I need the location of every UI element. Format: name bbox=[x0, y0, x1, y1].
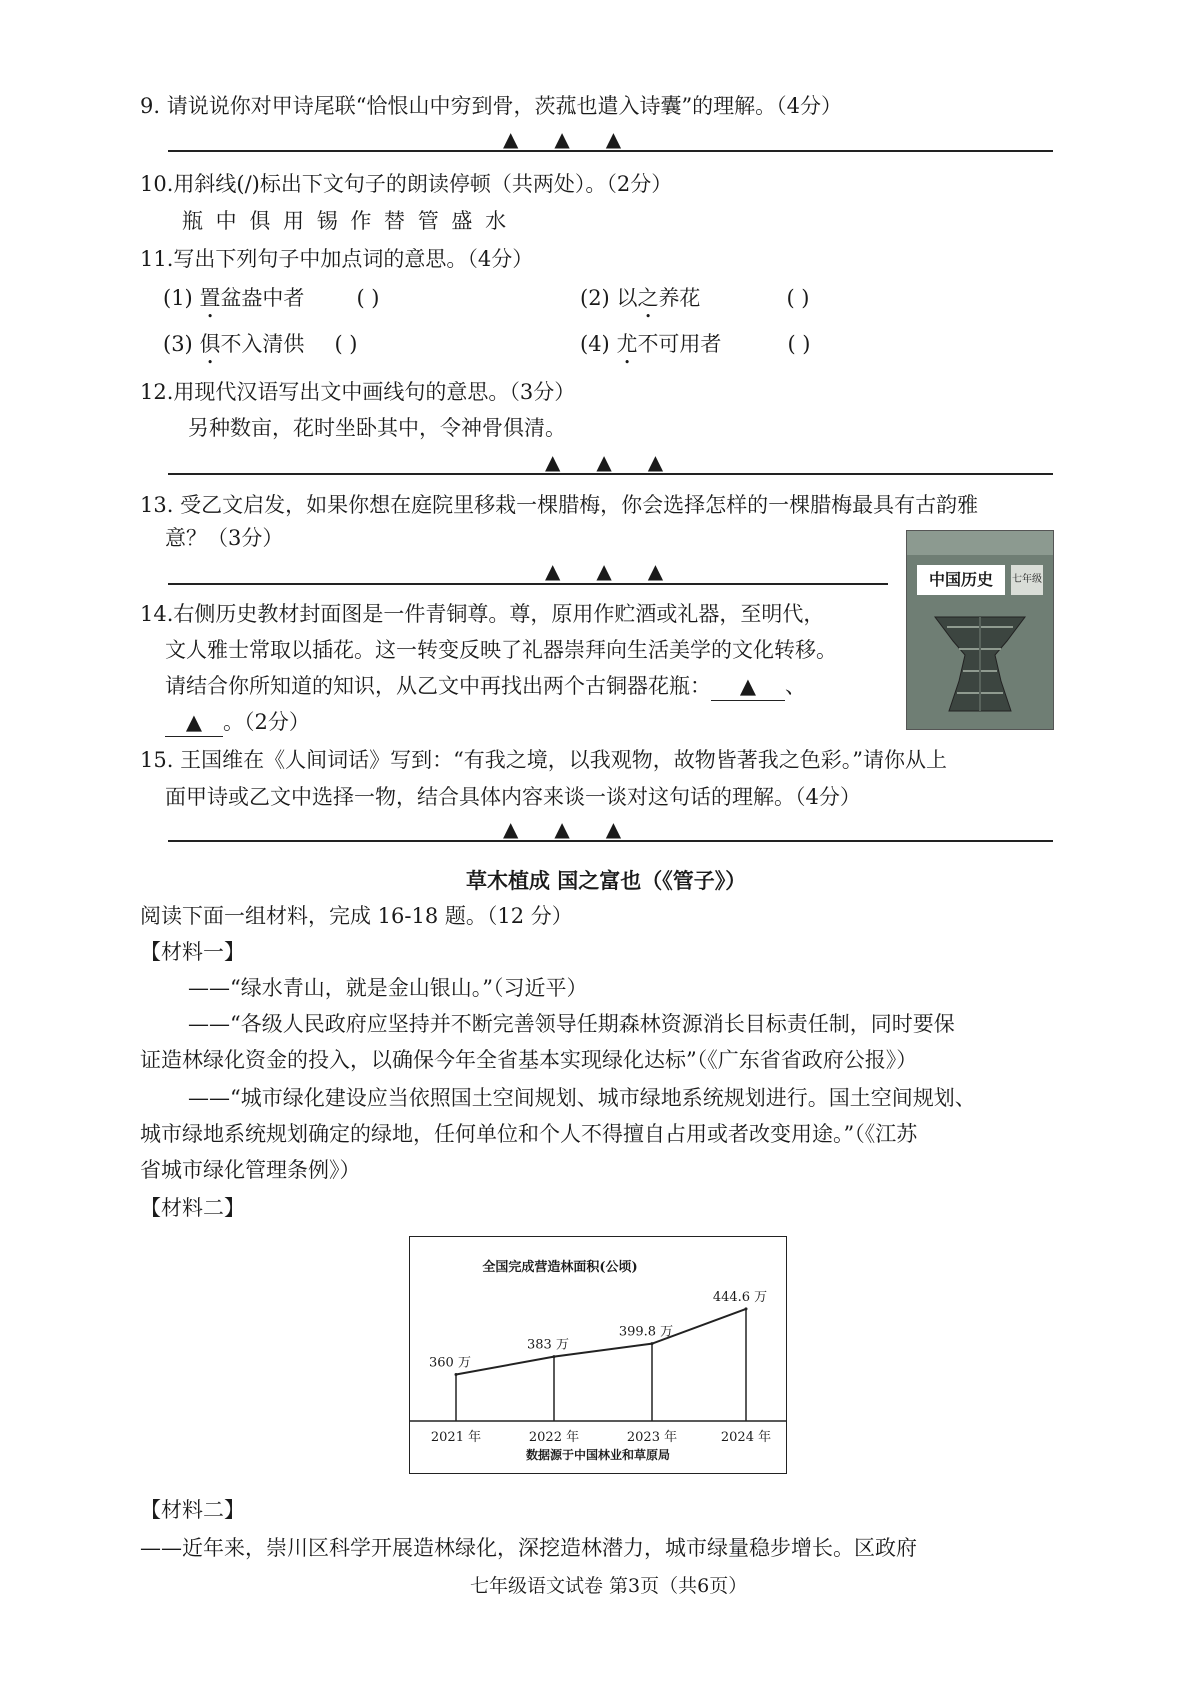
answer-line bbox=[168, 840, 1053, 842]
chart-data-point bbox=[455, 1373, 458, 1376]
chart-data-point bbox=[651, 1342, 654, 1345]
q11-item-4: (4) 尤不可用者 ( ) bbox=[580, 332, 811, 356]
material-3-line-1: ——近年来，崇川区科学开展造林绿化，深挖造林潜力，城市绿量稳步增长。区政府 bbox=[140, 1536, 917, 1560]
question-12: 12.用现代汉语写出文中画线句的意思。（3分） bbox=[140, 380, 576, 404]
answer-blank-1[interactable]: ▲ bbox=[711, 672, 785, 701]
page-footer: 七年级语文试卷 第3页（共6页） bbox=[470, 1575, 748, 1597]
question-10-sentence: 瓶 中 俱 用 锡 作 替 管 盛 水 bbox=[182, 209, 510, 233]
question-10: 10.用斜线(/)标出下文句子的朗读停顿（共两处）。（2分） bbox=[140, 172, 673, 196]
chart-x-tick-label: 2022 年 bbox=[528, 1430, 580, 1445]
material-1-quote-3-line-3: 省城市绿化管理条例》） bbox=[140, 1158, 361, 1182]
chart-data-point bbox=[553, 1355, 556, 1358]
question-14-line-4: ▲ 。（2分） bbox=[165, 708, 310, 737]
question-12-sentence: 另种数亩，花时坐卧其中，令神骨俱清。 bbox=[188, 416, 566, 440]
answer-paren[interactable]: ( ) bbox=[786, 286, 810, 310]
cover-volume: 七年级 bbox=[1011, 565, 1043, 595]
cover-title: 中国历史 bbox=[917, 565, 1005, 595]
material-2-label: 【材料二】 bbox=[140, 1196, 245, 1220]
chart-x-tick-label: 2021 年 bbox=[430, 1430, 482, 1445]
answer-paren[interactable]: ( ) bbox=[787, 332, 811, 356]
material-1-quote-2-line-1: ——“各级人民政府应坚持并不断完善领导任期森林资源消长目标责任制，同时要保 bbox=[188, 1012, 955, 1036]
question-14-line-1: 14.右侧历史教材封面图是一件青铜尊。尊，原用作贮酒或礼器，至明代， bbox=[140, 602, 825, 626]
question-14-line-3: 请结合你所知道的知识，从乙文中再找出两个古铜器花瓶： ▲ 、 bbox=[165, 672, 806, 701]
answer-line bbox=[168, 473, 1053, 475]
answer-triangles: ▲▲▲ bbox=[503, 817, 658, 841]
material-1-label: 【材料一】 bbox=[140, 940, 245, 964]
q11-item-3: (3) 俱不入清供 ( ) bbox=[163, 332, 358, 356]
q11-item-2: (2) 以之养花 ( ) bbox=[580, 286, 810, 310]
material-3-label: 【材料二】 bbox=[140, 1498, 245, 1522]
material-1-quote-2-line-2: 证造林绿化资金的投入，以确保今年全省基本实现绿化达标”（《广东省省政府公报》） bbox=[140, 1048, 918, 1072]
material-1-quote-3-line-2: 城市绿地系统规划确定的绿地，任何单位和个人不得擅自占用或者改变用途。”（《江苏 bbox=[140, 1122, 918, 1146]
answer-blank-2[interactable]: ▲ bbox=[165, 708, 223, 737]
chart-data-label: 399.8 万 bbox=[618, 1324, 674, 1340]
section-title: 草木植成 国之富也（《管子》） bbox=[466, 869, 747, 893]
question-14-line-2: 文人雅士常取以插花。这一转变反映了礼器崇拜向生活美学的文化转移。 bbox=[165, 638, 837, 662]
chart-data-label: 383 万 bbox=[527, 1337, 569, 1353]
chart-x-tick-label: 2023 年 bbox=[626, 1430, 678, 1445]
chart-data-label: 360 万 bbox=[429, 1355, 471, 1371]
bronze-zun-icon bbox=[907, 531, 1053, 729]
answer-line bbox=[168, 583, 888, 585]
question-9: 9. 请说说你对甲诗尾联“恰恨山中穷到骨，茨菰也遣入诗囊”的理解。（4分） bbox=[140, 94, 843, 118]
answer-line bbox=[168, 150, 1053, 152]
forestation-chart bbox=[409, 1236, 787, 1474]
answer-triangles: ▲▲▲ bbox=[503, 127, 658, 151]
q11-item-1: (1) 置盆盎中者 ( ) bbox=[163, 286, 380, 310]
question-15-line-1: 15. 王国维在《人间词话》写到：“有我之境，以我观物，故物皆著我之色彩。”请你从上 bbox=[140, 748, 948, 772]
question-15-line-2: 面甲诗或乙文中选择一物，结合具体内容来谈一谈对这句话的理解。（4分） bbox=[165, 785, 861, 809]
material-1-quote-1: ——“绿水青山，就是金山银山。”（习近平） bbox=[188, 976, 588, 1000]
question-11: 11.写出下列句子中加点词的意思。（4分） bbox=[140, 247, 534, 271]
chart-x-tick-label: 2024 年 bbox=[720, 1430, 772, 1445]
question-13-line-2: 意？（3分） bbox=[165, 526, 284, 550]
chart-data-label: 444.6 万 bbox=[712, 1289, 768, 1305]
answer-paren[interactable]: ( ) bbox=[334, 332, 358, 356]
answer-triangles: ▲▲▲ bbox=[545, 559, 700, 583]
chart-series-line bbox=[456, 1309, 746, 1375]
chart-data-point bbox=[745, 1307, 748, 1310]
answer-paren[interactable]: ( ) bbox=[356, 286, 380, 310]
chart-title: 全国完成营造林面积(公顷) bbox=[482, 1260, 638, 1275]
material-1-quote-3-line-1: ——“城市绿化建设应当依照国土空间规划、城市绿地系统规划进行。国土空间规划、 bbox=[188, 1086, 976, 1110]
answer-triangles: ▲▲▲ bbox=[545, 450, 700, 474]
section-intro: 阅读下面一组材料，完成 16-18 题。（12 分） bbox=[140, 904, 573, 928]
history-textbook-cover-image bbox=[906, 530, 1054, 730]
question-13-line-1: 13. 受乙文启发，如果你想在庭院里移栽一棵腊梅，你会选择怎样的一棵腊梅最具有古韵雅 bbox=[140, 493, 979, 517]
chart-source: 数据源于中国林业和草原局 bbox=[525, 1448, 671, 1462]
